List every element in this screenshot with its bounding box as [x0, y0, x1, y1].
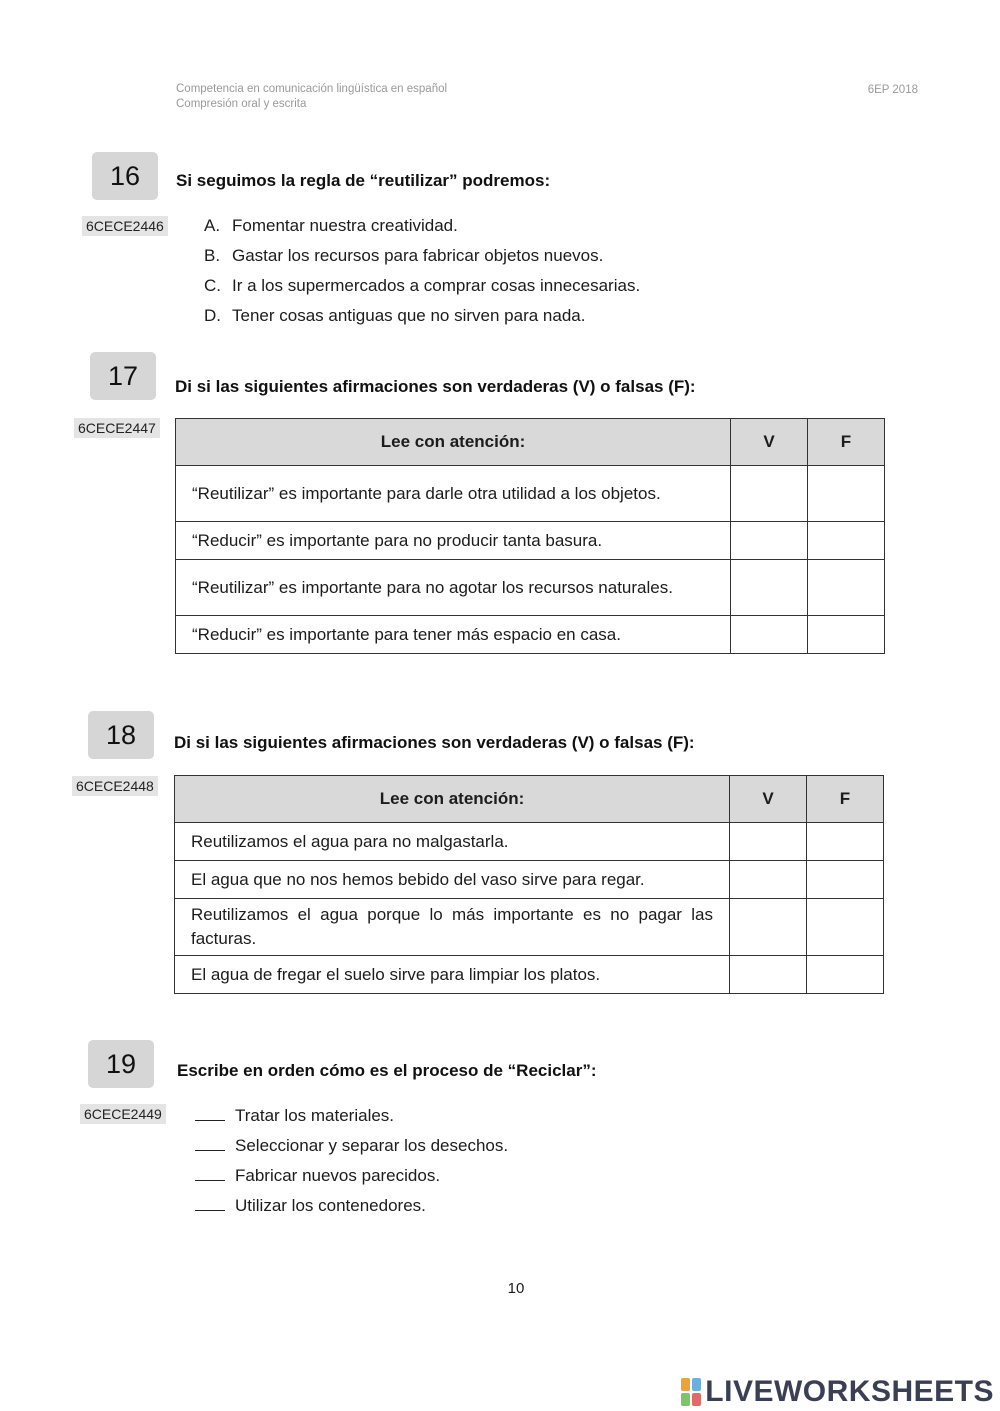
step-item: Utilizar los contenedores.: [195, 1191, 508, 1221]
step-item: Tratar los materiales.: [195, 1101, 508, 1131]
page-number: 10: [507, 1280, 525, 1297]
statement-cell: El agua que no nos hemos bebido del vaso sirve para regar.: [175, 861, 730, 899]
statement-cell: “Reutilizar” es importante para darle otra utilidad a los objetos.: [176, 466, 731, 522]
page-header: [176, 82, 447, 112]
question-number-17: 17: [90, 352, 156, 400]
step-item: Seleccionar y separar los desechos.: [195, 1131, 508, 1161]
brand-logo: [681, 1375, 994, 1409]
answer-v-cell[interactable]: [731, 522, 808, 560]
step-item: Fabricar nuevos parecidos.: [195, 1161, 508, 1191]
question-title-18: Di si las siguientes afirmaciones son verdaderas (V) o falsas (F):: [174, 733, 695, 752]
statement-cell: Reutilizamos el agua para no malgastarla.: [175, 823, 730, 861]
order-blank[interactable]: [195, 1196, 225, 1211]
question-title-16: Si seguimos la regla de “reutilizar” podremos:: [176, 171, 551, 190]
option-d[interactable]: D. Tener cosas antiguas que no sirven para nada.: [204, 306, 586, 325]
table-row: [175, 899, 884, 956]
options-list-16: [204, 211, 640, 331]
order-blank[interactable]: [195, 1166, 225, 1181]
table-row: [175, 956, 884, 994]
question-title-19: Escribe en orden cómo es el proceso de “Reciclar”:: [177, 1061, 597, 1080]
question-title-17: Di si las siguientes afirmaciones son verdaderas (V) o falsas (F):: [175, 377, 696, 396]
table-header-row: [176, 419, 885, 466]
order-blank[interactable]: [195, 1136, 225, 1151]
answer-f-cell[interactable]: [807, 899, 884, 956]
answer-f-cell[interactable]: [807, 861, 884, 899]
table-row: [176, 466, 885, 522]
option-b[interactable]: B. Gastar los recursos para fabricar objetos nuevos.: [204, 246, 604, 265]
question-number-18: 18: [88, 711, 154, 759]
table-row: [176, 560, 885, 616]
table-header-v: V: [730, 776, 807, 823]
answer-f-cell[interactable]: [808, 560, 885, 616]
option-c[interactable]: C. Ir a los supermercados a comprar cosas innecesarias.: [204, 276, 641, 295]
answer-v-cell[interactable]: [731, 560, 808, 616]
answer-f-cell[interactable]: [808, 522, 885, 560]
table-header-statement: Lee con atención:: [175, 776, 730, 823]
question-code-17: 6CECE2447: [74, 418, 160, 438]
answer-v-cell[interactable]: [730, 823, 807, 861]
table-row: [176, 522, 885, 560]
answer-v-cell[interactable]: [730, 899, 807, 956]
table-header-f: F: [808, 419, 885, 466]
liveworksheets-icon: [681, 1378, 701, 1406]
question-number-19: 19: [88, 1040, 154, 1088]
statement-cell: El agua de fregar el suelo sirve para limpiar los platos.: [175, 956, 730, 994]
order-blank[interactable]: [195, 1106, 225, 1121]
answer-v-cell[interactable]: [730, 956, 807, 994]
statement-cell: “Reducir” es importante para tener más espacio en casa.: [176, 616, 731, 654]
answer-f-cell[interactable]: [808, 616, 885, 654]
answer-f-cell[interactable]: [807, 823, 884, 861]
question-code-18: 6CECE2448: [72, 776, 158, 796]
table-row: [175, 861, 884, 899]
steps-list-19: [195, 1101, 508, 1221]
question-number-16: 16: [92, 152, 158, 200]
statement-cell: Reutilizamos el agua porque lo más importante es no pagar las facturas.: [175, 899, 730, 956]
vf-table-17: [175, 418, 885, 654]
answer-f-cell[interactable]: [808, 466, 885, 522]
table-header-row: [175, 776, 884, 823]
answer-v-cell[interactable]: [731, 616, 808, 654]
answer-f-cell[interactable]: [807, 956, 884, 994]
question-code-19: 6CECE2449: [80, 1104, 166, 1124]
statement-cell: “Reducir” es importante para no producir tanta basura.: [176, 522, 731, 560]
table-row: [175, 823, 884, 861]
question-code-16: 6CECE2446: [82, 216, 168, 236]
table-header-v: V: [731, 419, 808, 466]
table-header-f: F: [807, 776, 884, 823]
table-row: [176, 616, 885, 654]
header-exam-id: 6EP 2018: [867, 84, 918, 96]
answer-v-cell[interactable]: [730, 861, 807, 899]
table-header-statement: Lee con atención:: [176, 419, 731, 466]
statement-cell: “Reutilizar” es importante para no agotar los recursos naturales.: [176, 560, 731, 616]
header-section: Compresión oral y escrita: [176, 98, 307, 110]
answer-v-cell[interactable]: [731, 466, 808, 522]
vf-table-18: [174, 775, 884, 994]
brand-name: LIVEWORKSHEETS: [705, 1375, 994, 1408]
header-subject: Competencia en comunicación lingüística en español: [176, 83, 448, 95]
option-a[interactable]: A. Fomentar nuestra creatividad.: [204, 216, 458, 235]
